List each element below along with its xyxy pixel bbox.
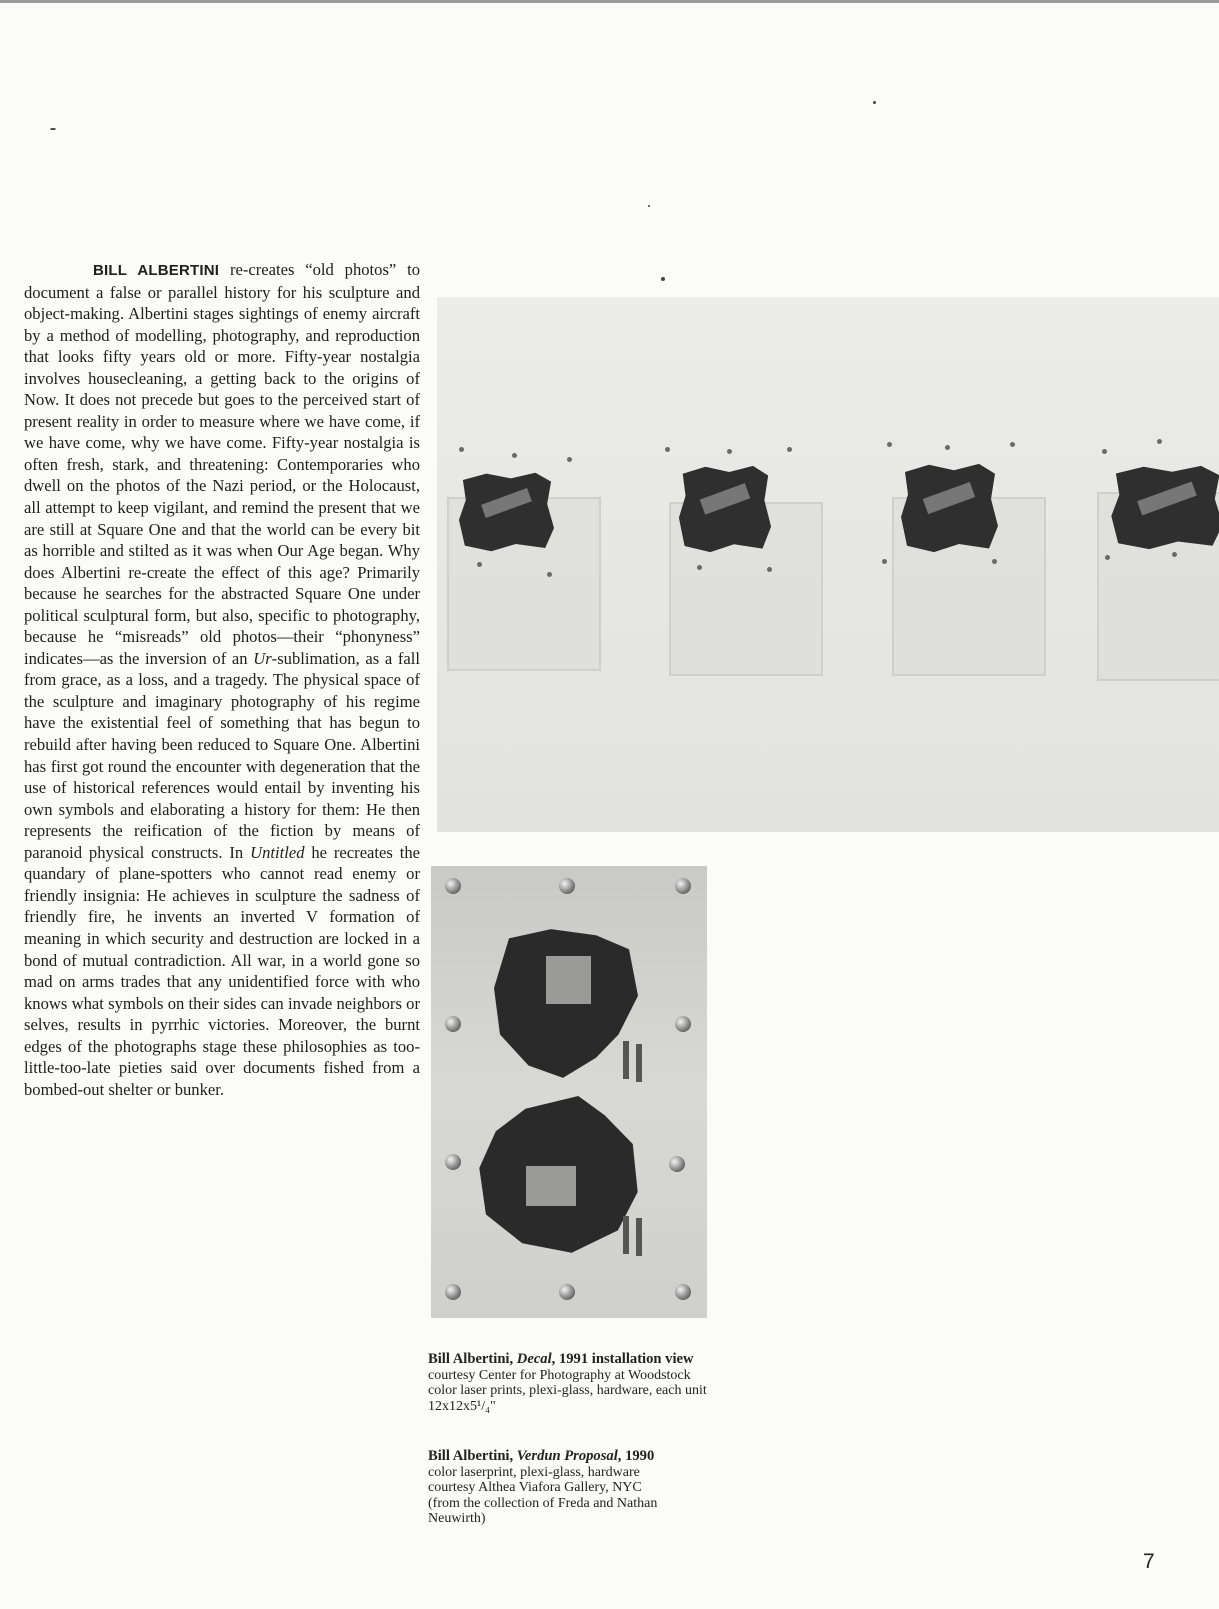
caption-decal bbox=[428, 1352, 788, 1414]
caption-line: courtesy Althea Viafora Gallery, NYC bbox=[428, 1480, 642, 1496]
caption-date: , 1991 installation view bbox=[551, 1351, 694, 1367]
mounting-peg bbox=[559, 1284, 575, 1300]
mounting-peg bbox=[675, 1016, 691, 1032]
caption-artist: Bill Albertini, bbox=[428, 1448, 517, 1464]
caption-decal-heading bbox=[428, 1352, 788, 1368]
verdun-proposal-photo bbox=[431, 866, 707, 1318]
page-number: 7 bbox=[1143, 1550, 1155, 1573]
ur-term: Ur bbox=[253, 648, 272, 668]
bolt bbox=[459, 447, 464, 452]
artist-name-lead: BILL ALBERTINI bbox=[93, 262, 220, 279]
scan-speck bbox=[873, 101, 876, 104]
bolt bbox=[1102, 449, 1107, 454]
bolt bbox=[767, 567, 772, 572]
bolt bbox=[477, 562, 482, 567]
bolt bbox=[1172, 552, 1177, 557]
mounting-peg bbox=[675, 1284, 691, 1300]
mounting-peg bbox=[445, 1016, 461, 1032]
insignia-strip bbox=[623, 1216, 629, 1254]
mounting-peg bbox=[445, 1284, 461, 1300]
bolt bbox=[1157, 439, 1162, 444]
caption-work-title: Decal bbox=[516, 1351, 552, 1367]
scan-speck bbox=[50, 128, 56, 130]
article-text-3: he recreates the quandary of plane-spotters who cannot read enemy or friendly insignia: He achieves in sculpture the sadness of friendly fire, he invents an inverted V formation of meaning in which security and destruction are locked in a bond of mutual contradiction. All war, in a world gone so mad on arms trades that any unidentified force with who knows what symbols on their sides can invade neighbors or selves, results in pyrrhic victories. Moreover, the burnt edges of the photographs stage these philosophies as too-little-too-late pieties said over documents fished from a bombed-out shelter or bunker. bbox=[24, 842, 421, 1099]
scan-speck bbox=[648, 205, 650, 207]
caption-line: Neuwirth) bbox=[428, 1511, 486, 1527]
mounting-peg bbox=[445, 1154, 461, 1170]
bolt bbox=[882, 559, 887, 564]
untitled-work-title: Untitled bbox=[250, 842, 305, 862]
caption-verdun bbox=[428, 1449, 788, 1527]
burnt-print bbox=[677, 465, 772, 553]
caption-date: , 1990 bbox=[617, 1448, 655, 1464]
bolt bbox=[512, 453, 517, 458]
bolt bbox=[1010, 442, 1015, 447]
decal-installation-photo bbox=[437, 297, 1219, 832]
article-text-1: re-creates “old photos” to document a false or parallel history for his sculpture and object-making. Albertini stages sightings of enemy aircraft by a method of modelling, photography, and reproduction that looks fifty years old or more. Fifty-year nostalgia involves housecleaning, a getting back to the origins of Now. It does not precede but goes to the perceived start of present reality in order to measure where we have come, if we have come, why we have come. Fifty-year nostalgia is often fresh, stark, and threatening: Contemporaries who dwell on the photos of the Nazi period, or the Holocaust, all attempt to keep vigilant, and remind the present that we are still at Square One and that the world can be every bit as horrible and stilted as it was when Our Age began. Why does Albertini re-create the effect of this age? Primarily because he searches for the abstracted Square One under political sculptural form, but also, specific to photography, because he “misreads” old photos—their “phonyness” indicates—as the inversion of an bbox=[24, 260, 420, 668]
caption-artist: Bill Albertini, bbox=[428, 1351, 517, 1367]
mounting-peg bbox=[669, 1156, 685, 1172]
insignia-strip bbox=[636, 1218, 642, 1256]
bolt bbox=[547, 572, 552, 577]
caption-line: courtesy Center for Photography at Woodstock bbox=[428, 1367, 691, 1383]
burnt-print bbox=[1109, 465, 1219, 550]
building-detail bbox=[526, 1166, 576, 1206]
bolt bbox=[787, 447, 792, 452]
bolt bbox=[945, 445, 950, 450]
burnt-print bbox=[457, 472, 555, 552]
bolt bbox=[697, 565, 702, 570]
bolt bbox=[567, 457, 572, 462]
caption-line: 12x12x5¹/₄" bbox=[428, 1398, 496, 1414]
mounting-peg bbox=[559, 878, 575, 894]
bolt bbox=[727, 449, 732, 454]
bolt bbox=[1105, 555, 1110, 560]
insignia-strip bbox=[636, 1044, 642, 1082]
caption-line: color laserprint, plexi-glass, hardware bbox=[428, 1464, 640, 1480]
mounting-peg bbox=[445, 878, 461, 894]
caption-line: (from the collection of Freda and Nathan bbox=[428, 1495, 658, 1511]
caption-work-title: Verdun Proposal bbox=[516, 1448, 618, 1464]
article-text-2: -sublimation, as a fall from grace, as a loss, and a tragedy. The physical space of the sculpture and imaginary photography of his regime have the existential feel of something that has begun to rebuild after having been reduced to Square One. Albertini has first got round the encounter with degeneration that the use of historical references would entail by inventing his own symbols and elaborating a history for them: He then represents the reification of the fiction by means of paranoid physical constructs. In bbox=[24, 648, 420, 862]
article-body bbox=[24, 259, 420, 1100]
mounting-peg bbox=[675, 878, 691, 894]
building-detail bbox=[546, 956, 591, 1004]
top-edge-rule bbox=[0, 0, 1219, 3]
scan-speck bbox=[661, 277, 665, 281]
bolt bbox=[992, 559, 997, 564]
bolt bbox=[887, 442, 892, 447]
burnt-print bbox=[899, 463, 999, 553]
bolt bbox=[665, 447, 670, 452]
insignia-strip bbox=[623, 1041, 629, 1079]
caption-line: color laser prints, plexi-glass, hardware, each unit bbox=[428, 1383, 707, 1399]
caption-verdun-heading bbox=[428, 1449, 788, 1465]
